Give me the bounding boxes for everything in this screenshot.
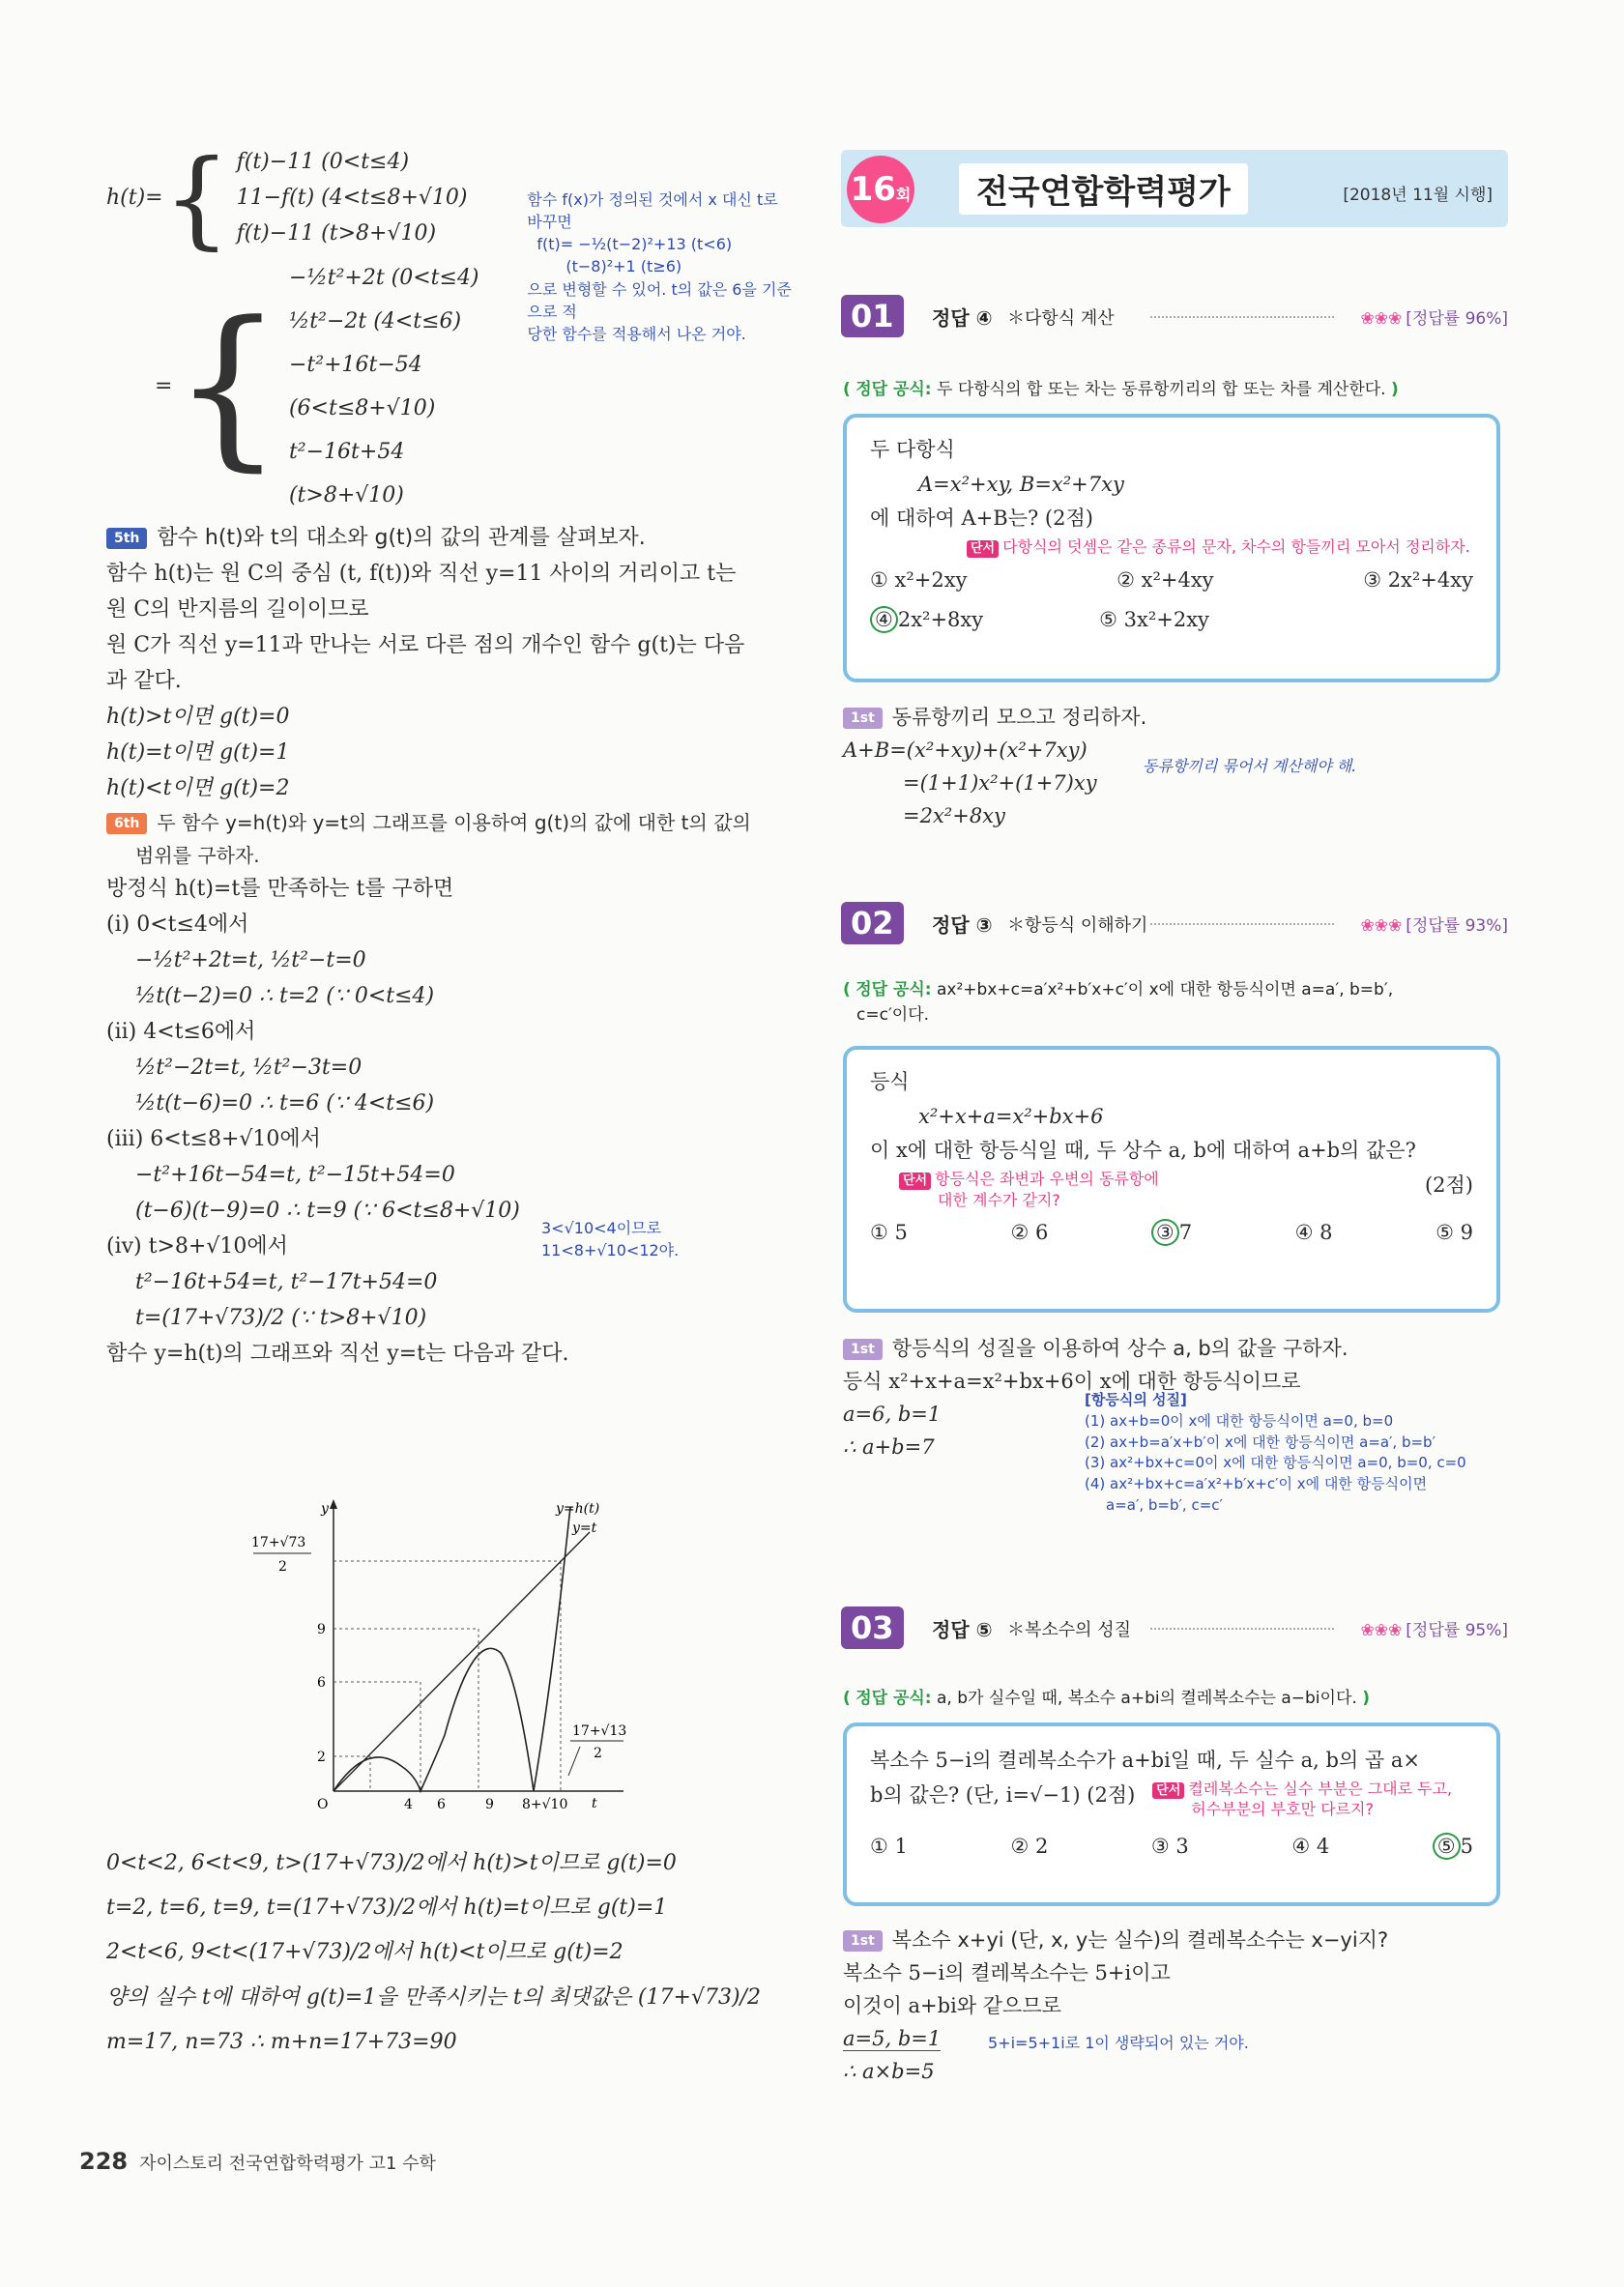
- flower-icon: ❀❀❀: [1360, 1621, 1403, 1640]
- y-tick: 6: [317, 1675, 326, 1691]
- step-badge: 1st: [843, 708, 883, 729]
- y-tick: 2: [317, 1750, 326, 1765]
- step-badge: 5th: [106, 528, 147, 549]
- note-line: 으로 변형할 수 있어. t의 값은 6을 기준으로 적: [527, 279, 792, 321]
- step5-text: [106, 557, 793, 807]
- result-line: 0<t<2, 6<t<9, t>(17+√73)/2에서 h(t)>t이므로 g(t)=0: [106, 1851, 677, 1875]
- choices-row: [870, 564, 1473, 598]
- note-line: 3<√10<4이므로: [541, 1218, 662, 1237]
- step-badge: 6th: [106, 813, 147, 834]
- h-def-line: f(t)−11 (0<t≤4): [236, 150, 410, 174]
- problem-text: b의 값은? (단, i=√−1) (2점): [870, 1782, 1136, 1807]
- y-axis-label: y: [321, 1501, 329, 1517]
- question-header: [841, 295, 1508, 337]
- question-number: 02: [841, 902, 904, 944]
- text-line: 과 같다.: [106, 669, 182, 694]
- problem-box: [843, 1046, 1500, 1313]
- result-line: t=2, t=6, t=9, t=(17+√73)/2에서 h(t)=t이므로 g(t)=1: [106, 1896, 668, 1921]
- formula-label: 정답 공식:: [856, 1689, 932, 1708]
- left-results: [106, 1841, 793, 2065]
- choices-row: [870, 1830, 1473, 1865]
- y-tick: 17+√73: [251, 1535, 306, 1550]
- choice-1[interactable]: ① 5: [870, 1221, 908, 1245]
- correct-rate: [1361, 304, 1508, 329]
- math-line: a=6, b=1: [843, 1403, 942, 1427]
- answer-circle-icon: ④: [870, 606, 898, 633]
- note-line: 함수 f(x)가 정의된 것에서 x 대신 t로 바꾸면: [527, 189, 778, 232]
- topic-label: ＊복소수의 성질: [1007, 1620, 1132, 1640]
- question-header: [841, 1607, 1508, 1649]
- result-line: 양의 실수 t에 대하여 g(t)=1을 만족시키는 t의 최댓값은 (17+√73)/2: [106, 1984, 761, 2010]
- answer-circle-icon: ③: [1151, 1219, 1179, 1246]
- problem-text: 이 x에 대한 항등식일 때, 두 상수 a, b에 대하여 a+b의 값은?: [870, 1139, 1416, 1163]
- rate-text: [정답률 96%]: [1406, 309, 1508, 329]
- text-line: 원 C가 직선 y=11과 만나는 서로 다른 점의 개수인 함수 g(t)는 다음: [106, 633, 745, 658]
- case-head: (ii) 4<t≤6에서: [106, 1020, 256, 1045]
- hint-text: 항등식은 좌변과 우변의 동류항에: [935, 1170, 1159, 1189]
- prop-line: (1) ax+b=0이 x에 대한 항등식이면 a=0, b=0: [1085, 1411, 1394, 1430]
- formula-text: c=c′이다.: [856, 1004, 930, 1025]
- step-badge: 1st: [843, 1930, 883, 1952]
- left-brace: {: [162, 136, 231, 261]
- equals-sign: =: [155, 373, 173, 398]
- choices-row: [870, 603, 1473, 638]
- correct-rate: [1361, 1616, 1508, 1640]
- note-line: 당한 함수를 적용해서 나온 거야.: [527, 324, 746, 343]
- solution-q2: [843, 1332, 1510, 1514]
- step6: [106, 807, 793, 872]
- prop-line: a=a′, b=b′, c=c′: [1106, 1495, 1223, 1514]
- result-line: m=17, n=73 ∴ m+n=17+73=90: [106, 2029, 457, 2054]
- problem-text: 등식: [870, 1070, 910, 1093]
- choice-5[interactable]: [1433, 1830, 1473, 1865]
- step5: [106, 521, 793, 557]
- math-line-wrap: [843, 2022, 1510, 2055]
- flower-icon: ❀❀❀: [1360, 309, 1403, 329]
- case-line: h(t)=t이면 g(t)=1: [106, 740, 290, 766]
- answer-circle-icon: ⑤: [1433, 1833, 1461, 1860]
- hint: [870, 536, 1473, 558]
- math-line: −½t²+2t=t, ½t²−t=0: [135, 948, 366, 973]
- math-line: ½t(t−6)=0 ∴ t=6 (∵ 4<t≤6): [135, 1090, 435, 1115]
- math-line: ½t(t−2)=0 ∴ t=2 (∵ 0<t≤4): [135, 984, 435, 1009]
- text-line: 함수 y=h(t)의 그래프와 직선 y=t는 다음과 같다.: [106, 1341, 569, 1366]
- topic-label: ＊항등식 이해하기: [1007, 915, 1148, 936]
- x-tick: 9: [485, 1797, 494, 1812]
- math-line: 복소수 5−i의 켤레복소수는 5+i이고: [843, 1961, 1171, 1985]
- h-def-lhs: h(t)=: [106, 185, 163, 210]
- choice-1[interactable]: ① x²+2xy: [870, 567, 968, 592]
- choice-1[interactable]: ① 1: [870, 1834, 908, 1858]
- math-line: ∴ a×b=5: [843, 2060, 935, 2084]
- choice-4[interactable]: ④ 4: [1291, 1834, 1330, 1858]
- h-expanded-line: ½t²−2t (4<t≤6): [288, 308, 462, 333]
- question-number: 03: [841, 1607, 904, 1649]
- text-line: 원 C의 반지름의 길이이므로: [106, 597, 369, 622]
- h-def-line: f(t)−11 (t>8+√10): [236, 220, 437, 246]
- choice-text: 7: [1178, 1221, 1193, 1245]
- hint-text: 대한 계수가 같지?: [938, 1190, 1060, 1209]
- prop-line: (4) ax²+bx+c=a′x²+b′x+c′이 x에 대한 항등식이면: [1085, 1475, 1428, 1493]
- formula-note: ( 정답 공식: ax²+bx+c=a′x²+b′x+c′이 x에 대한 항등식이면 a=a′, b=b′, c=c′이다.: [843, 980, 1394, 1025]
- math-line: A+B=(x²+xy)+(x²+7xy): [843, 738, 1088, 763]
- formula-note: ( 정답 공식: 두 다항식의 합 또는 차는 동류항끼리의 합 또는 차를 계산한다. ): [843, 380, 1399, 399]
- flower-icon: ❀❀❀: [1360, 916, 1403, 936]
- step-title: 두 함수 y=h(t)와 y=t의 그래프를 이용하여 g(t)의 값에 대한 t의 값의: [157, 811, 751, 835]
- question-header: [841, 902, 1508, 944]
- hint-badge: 단서: [967, 540, 999, 558]
- problem-text: 에 대하여 A+B는? (2점): [870, 507, 1093, 531]
- hint: [870, 1169, 1159, 1210]
- choice-2[interactable]: ② 2: [1010, 1834, 1049, 1858]
- leader-dots: [1150, 316, 1334, 318]
- note-line: f(t)= −½(t−2)²+13 (t<6): [536, 235, 733, 254]
- math-line: ∴ a+b=7: [843, 1435, 935, 1460]
- choice-3[interactable]: [1151, 1216, 1192, 1251]
- question-number: 01: [841, 295, 904, 337]
- math-line: −t²+16t−54=t, t²−15t+54=0: [135, 1162, 455, 1187]
- side-note: 동류항끼리 묶어서 계산해야 해.: [1143, 757, 1357, 776]
- note-line: (t−8)²+1 (t≥6): [566, 257, 682, 276]
- y-tick: 9: [317, 1622, 326, 1637]
- arrow-icon: [330, 1499, 337, 1509]
- step-title: 범위를 구하자.: [135, 843, 260, 867]
- step-title: 항등식의 성질을 이용하여 상수 a, b의 값을 구하자.: [891, 1337, 1348, 1360]
- math-line: t²−16t+54=t, t²−17t+54=0: [135, 1269, 438, 1294]
- math-line: (t−6)(t−9)=0 ∴ t=9 (∵ 6<t≤8+√10): [135, 1198, 520, 1223]
- leader-dots: [1150, 923, 1334, 925]
- solution-q1: [843, 701, 1510, 832]
- footer-text: 자이스토리 전국연합학력평가 고1 수학: [139, 2154, 436, 2174]
- formula-label: 정답 공식:: [856, 380, 932, 399]
- points: (2점): [1424, 1173, 1473, 1198]
- result-line: 2<t<6, 9<t<(17+√73)/2에서 h(t)<t이므로 g(t)=2: [106, 1940, 624, 1965]
- answer-label: 정답 ③: [932, 913, 993, 937]
- step-title: 복소수 x+yi (단, x, y는 실수)의 켤레복소수는 x−yi지?: [891, 1928, 1389, 1952]
- hint-badge: 단서: [1152, 1782, 1184, 1800]
- identity-properties: [1085, 1390, 1466, 1517]
- choice-text: 2x²+8xy: [897, 608, 984, 632]
- note-line: 11<8+√10<12야.: [541, 1241, 680, 1259]
- solution-q3: [843, 1924, 1510, 2088]
- hint-text: 켤레복소수는 실수 부분은 그대로 두고,: [1188, 1779, 1453, 1798]
- topic-label: ＊다항식 계산: [1007, 308, 1115, 329]
- side-note: [541, 1217, 679, 1261]
- text-line: 함수 h(t)는 원 C의 중심 (t, f(t))와 직선 y=11 사이의 거리이고 t는: [106, 562, 737, 587]
- curve-h: [334, 1507, 570, 1791]
- page-footer: [79, 2148, 436, 2175]
- hint-row: [870, 1169, 1473, 1210]
- side-note: [527, 188, 793, 345]
- problem-row: [870, 1779, 1473, 1820]
- choice-3[interactable]: ③ 2x²+4xy: [1363, 567, 1473, 592]
- answer-label: 정답 ④: [932, 306, 993, 330]
- choices-row: [870, 1216, 1473, 1251]
- page-number: 228: [79, 2148, 129, 2175]
- math-line: t=(17+√73)/2 (∵ t>8+√10): [135, 1305, 427, 1330]
- left-brace: {: [172, 285, 283, 488]
- graph-annotation: 17+√13: [572, 1723, 627, 1739]
- origin-label: O: [317, 1797, 329, 1812]
- formula-text: ax²+bx+c=a′x²+b′x+c′이 x에 대한 항등식이면 a=a′, b=b′,: [937, 980, 1394, 999]
- problem-text: 복소수 5−i의 켤레복소수가 a+bi일 때, 두 실수 a, b의 곱 a×: [870, 1749, 1420, 1772]
- prop-title: [항등식의 성질]: [1085, 1391, 1187, 1409]
- case-line: h(t)<t이면 g(t)=2: [106, 776, 290, 801]
- case-line: h(t)>t이면 g(t)=0: [106, 705, 290, 730]
- h-expanded-line: −t²+16t−54 (6<t≤8+√10): [288, 353, 436, 421]
- rate-text: [정답률 93%]: [1406, 916, 1508, 936]
- section-title: 전국연합학력평가: [959, 163, 1248, 215]
- formula-text: 두 다항식의 합 또는 차는 동류항끼리의 합 또는 차를 계산한다.: [937, 380, 1386, 399]
- answer-label: 정답 ⑤: [932, 1618, 993, 1641]
- line-label: y=t: [572, 1520, 597, 1536]
- round-badge: [847, 156, 914, 223]
- problem-math: A=x²+xy, B=x²+7xy: [918, 472, 1124, 496]
- math-line: =(1+1)x²+(1+7)xy: [903, 771, 1097, 796]
- formula-label: 정답 공식:: [856, 980, 932, 999]
- formula-note: ( 정답 공식: a, b가 실수일 때, 복소수 a+bi의 켤레복소수는 a−bi이다. ): [843, 1689, 1370, 1708]
- x-tick: 6: [437, 1797, 446, 1812]
- side-note: 5+i=5+1i로 1이 생략되어 있는 거야.: [988, 2034, 1249, 2053]
- x-tick: 8+√10: [522, 1797, 568, 1812]
- case-head: (iii) 6<t≤8+√10에서: [106, 1126, 321, 1151]
- choice-5[interactable]: ⑤ 3x²+2xy: [1099, 608, 1209, 632]
- step-badge: 1st: [843, 1339, 883, 1360]
- choice-5[interactable]: ⑤ 9: [1436, 1221, 1473, 1245]
- problem-text: 두 다항식: [870, 438, 955, 461]
- step-title: 동류항끼리 모으고 정리하자.: [891, 706, 1147, 729]
- function-graph: [232, 1493, 638, 1827]
- line-y-equals-t: [334, 1532, 590, 1791]
- y-tick: 2: [278, 1559, 287, 1575]
- h-def-line: 11−f(t) (4<t≤8+√10): [236, 185, 468, 210]
- math-line: =2x²+8xy: [903, 804, 1005, 828]
- round-number: 16: [850, 170, 896, 209]
- choice-text: 5: [1460, 1834, 1473, 1858]
- problem-math: x²+x+a=x²+bx+6: [918, 1104, 1104, 1128]
- exam-date: [2018년 11월 시행]: [1343, 186, 1493, 205]
- math-line: ½t²−2t=t, ½t²−3t=0: [135, 1056, 362, 1080]
- hint: [1152, 1779, 1452, 1820]
- case-head: (iv) t>8+√10에서: [106, 1233, 288, 1259]
- choice-4[interactable]: [870, 603, 983, 638]
- left-column: [106, 136, 793, 1373]
- text-line: 방정식 h(t)=t를 만족하는 t를 구하면: [106, 877, 454, 902]
- correct-rate: [1361, 912, 1508, 936]
- hint-text: 다항식의 덧셈은 같은 종류의 문자, 차수의 항들끼리 모아서 정리하자.: [1002, 537, 1470, 557]
- formula-text: a, b가 실수일 때, 복소수 a+bi의 켤레복소수는 a−bi이다.: [937, 1689, 1357, 1708]
- hint-badge: 단서: [899, 1172, 931, 1190]
- curve-h-label: y=h(t): [556, 1501, 600, 1517]
- rate-text: [정답률 95%]: [1406, 1621, 1508, 1640]
- math-line: 이것이 a+bi와 같으므로: [843, 1994, 1061, 2018]
- choice-2[interactable]: ② 6: [1010, 1221, 1049, 1245]
- prop-line: (3) ax²+bx+c=0이 x에 대한 항등식이면 a=0, b=0, c=0: [1085, 1454, 1466, 1472]
- h-expanded: [155, 256, 515, 518]
- choice-3[interactable]: ③ 3: [1150, 1834, 1189, 1858]
- annotation-pointer: [568, 1747, 580, 1776]
- problem-box: [843, 1722, 1500, 1906]
- h-expanded-line: −½t²+2t (0<t≤4): [288, 265, 479, 290]
- math-line: a=5, b=1: [843, 2027, 942, 2051]
- graph-annotation: 2: [594, 1746, 602, 1761]
- choice-2[interactable]: ② x²+4xy: [1116, 567, 1214, 592]
- problem-box: [843, 414, 1500, 682]
- case-head: (i) 0<t≤4에서: [106, 912, 249, 938]
- hint-text: 허수부분의 부호만 다르지?: [1191, 1800, 1374, 1819]
- step-title: 함수 h(t)와 t의 대소와 g(t)의 값의 관계를 살펴보자.: [157, 526, 646, 551]
- solution-body: [843, 1391, 1510, 1514]
- leader-dots: [1150, 1628, 1334, 1630]
- math-line: 등식 x²+x+a=x²+bx+6이 x에 대한 항등식이므로: [843, 1370, 1301, 1394]
- t-axis-label: t: [592, 1796, 597, 1811]
- x-tick: 4: [404, 1797, 413, 1812]
- section-header: [841, 150, 1508, 227]
- h-expanded-line: t²−16t+54 (t>8+√10): [288, 440, 405, 508]
- choice-4[interactable]: ④ 8: [1294, 1221, 1333, 1245]
- math-line-wrap: [843, 757, 1510, 799]
- prop-line: (2) ax+b=a′x+b′이 x에 대한 항등식이면 a=a′, b=b′: [1085, 1433, 1436, 1451]
- round-suffix: 회: [895, 186, 912, 204]
